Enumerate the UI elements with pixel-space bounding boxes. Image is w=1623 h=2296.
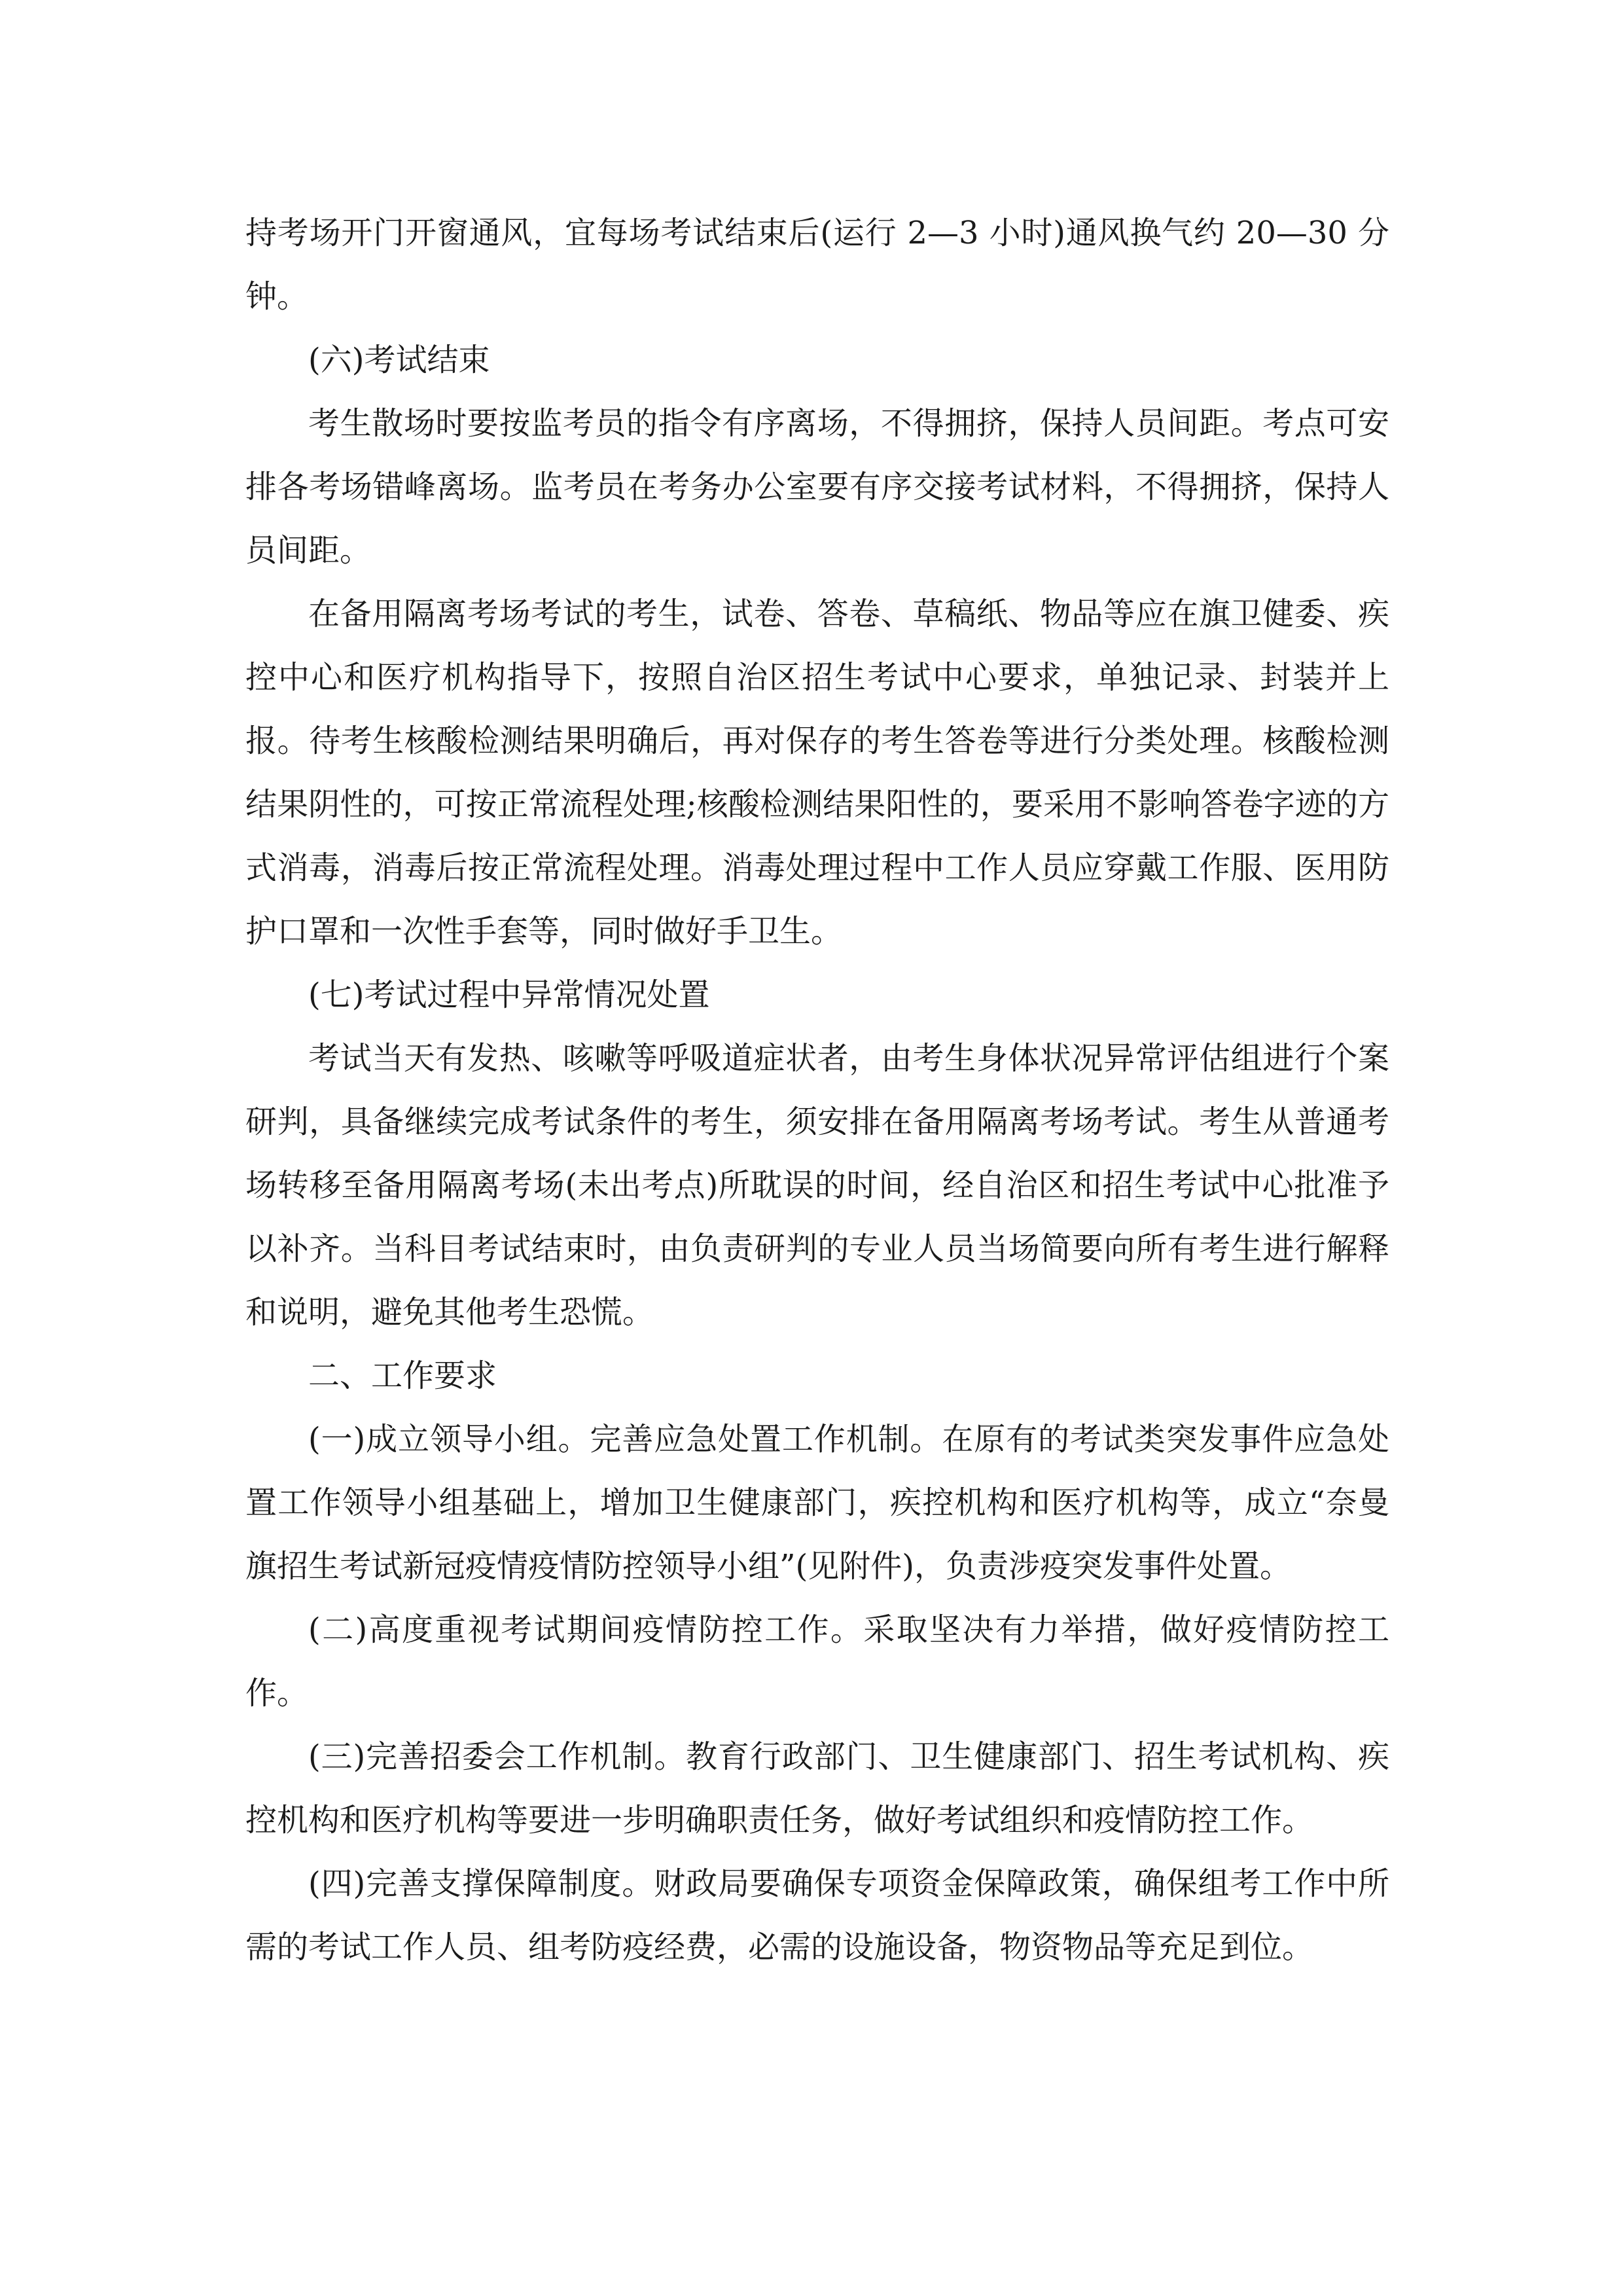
paragraph-continuation: 持考场开门开窗通风，宜每场考试结束后(运行 2—3 小时)通风换气约 20—30 分钟。 [245, 215, 1389, 315]
paragraph-isolation-room-materials: 在备用隔离考场考试的考生，试卷、答卷、草稿纸、物品等应在旗卫健委、疾控中心和医疗机构指导下，按照自治区招生考试中心要求，单独记录、封装并上报。待考生核酸检测结果明确后，再对保存的考生答卷等进行分类处理。核酸检测结果阴性的，可按正常流程处理;核酸检测结果阳性的，要采用不影响答卷字迹的方式消毒，消毒后按正常流程处理。消毒处理过程中工作人员应穿戴工作服、医用防护口罩和一次性手套等，同时做好手卫生。 [245, 596, 1389, 950]
paragraph-dismissal: 考生散场时要按监考员的指令有序离场，不得拥挤，保持人员间距。考点可安排各考场错峰离场。监考员在考务办公室要有序交接考试材料，不得拥挤，保持人员间距。 [245, 405, 1389, 569]
paragraph-committee-mechanism: (三)完善招委会工作机制。教育行政部门、卫生健康部门、招生考试机构、疾控机构和医疗机构等要进一步明确职责任务，做好考试组织和疫情防控工作。 [245, 1738, 1389, 1839]
section-heading-exam-end: (六)考试结束 [308, 342, 490, 378]
section-heading-abnormal-situations: (七)考试过程中异常情况处置 [308, 977, 710, 1013]
paragraph-symptom-handling: 考试当天有发热、咳嗽等呼吸道症状者，由考生身体状况异常评估组进行个案研判，具备继续完成考试条件的考生，须安排在备用隔离考场考试。考生从普通考场转移至备用隔离考场(未出考点)所耽误的时间，经自治区和招生考试中心批准予以补齐。当科目考试结束时，由负责研判的专业人员当场简要向所有考生进行解释和说明，避免其他考生恐慌。 [245, 1040, 1389, 1331]
section-heading-work-requirements: 二、工作要求 [308, 1357, 497, 1394]
paragraph-leadership-group: (一)成立领导小组。完善应急处置工作机制。在原有的考试类突发事件应急处置工作领导小组基础上，增加卫生健康部门，疾控机构和医疗机构等，成立“奈曼旗招生考试新冠疫情疫情防控领导小组”(见附件)，负责涉疫突发事件处置。 [245, 1421, 1389, 1585]
paragraph-prevention-priority: (二)高度重视考试期间疫情防控工作。采取坚决有力举措，做好疫情防控工作。 [245, 1611, 1389, 1712]
paragraph-support-system: (四)完善支撑保障制度。财政局要确保专项资金保障政策，确保组考工作中所需的考试工作人员、组考防疫经费，必需的设施设备，物资物品等充足到位。 [245, 1865, 1389, 1965]
document-body [245, 202, 1389, 1979]
